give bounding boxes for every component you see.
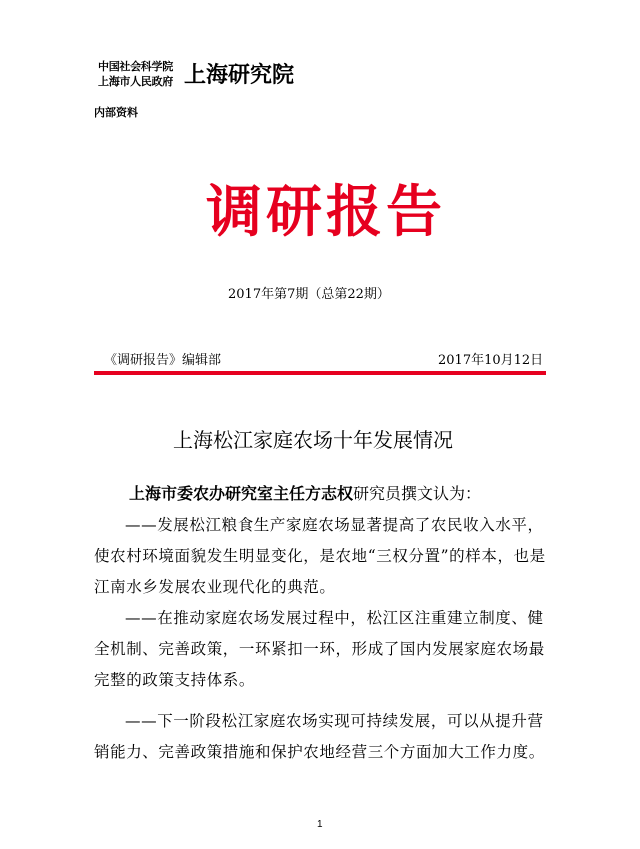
author-name: 上海市委农办研究室主任方志权 — [129, 484, 354, 503]
institute-name: 上海研究院 — [184, 62, 295, 88]
internal-label: 内部资料 — [94, 106, 138, 119]
issue-line: 2017年第7期（总第22期） — [228, 287, 390, 302]
article-title: 上海松江家庭农场十年发展情况 — [173, 428, 453, 452]
paragraph-1: ——发展松江粮食生产家庭农场显著提高了农民收入水平，使农村环境面貌发生明显变化，是农地“三权分置”的样本，也是江南水乡发展农业现代化的典范。 — [94, 516, 546, 596]
report-title: 调研报告 — [206, 179, 446, 245]
red-divider — [94, 371, 546, 375]
org-line-shanghai-gov: 上海市人民政府 — [98, 75, 173, 88]
org-line-cass: 中国社会科学院 — [98, 60, 173, 73]
author-lead-rest: 研究员撰文认为： — [353, 484, 482, 503]
paragraph-2: ——在推动家庭农场发展过程中，松江区注重建立制度、健全机制、完善政策，一环紧扣一环，形成了国内发展家庭农场最完整的政策支持体系。 — [94, 609, 545, 689]
issue-date: 2017年10月12日 — [438, 353, 544, 368]
page-number: 1 — [317, 819, 323, 830]
author-lead — [129, 481, 481, 504]
paragraph-3: ——下一阶段松江家庭农场实现可持续发展，可以从提升营销能力、完善政策措施和保护农地经营三个方面加大工作力度。 — [94, 712, 545, 761]
editorial-dept: 《调研报告》编辑部 — [104, 353, 222, 368]
